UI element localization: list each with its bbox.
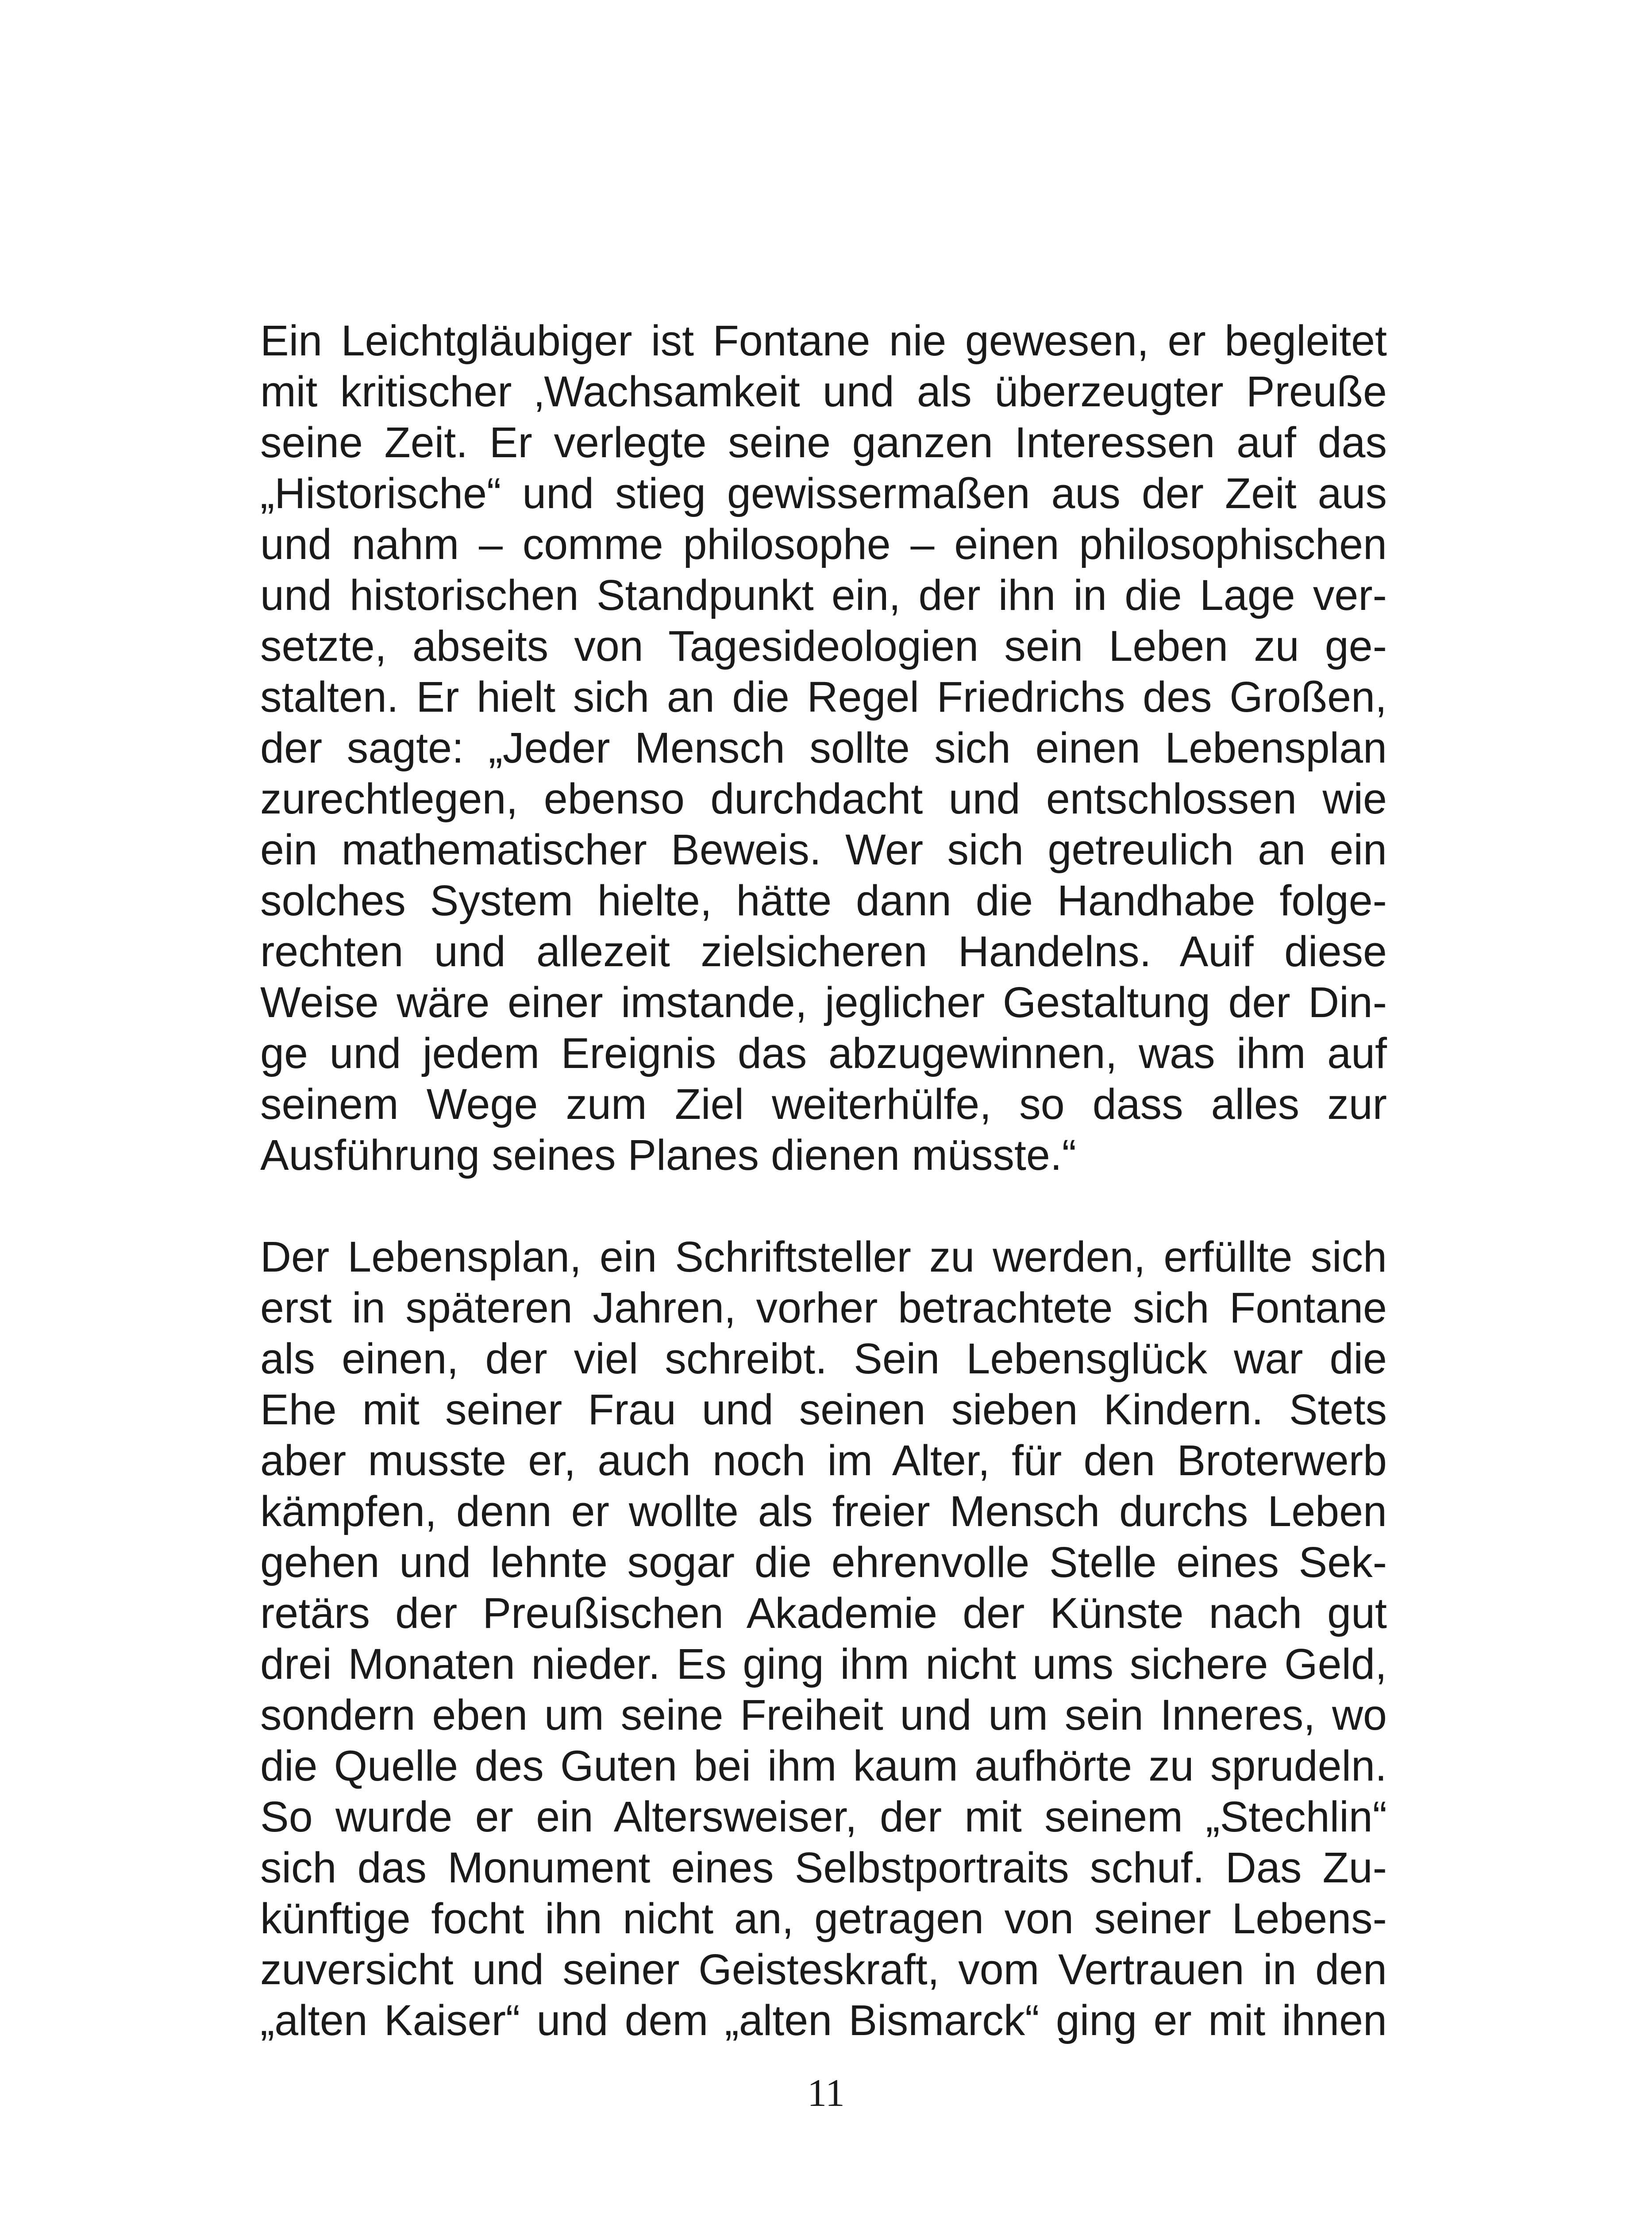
text-line: der sagte: „Jeder Mensch sollte sich einen Lebensplan [260, 724, 1387, 772]
text-line: drei Monaten nieder. Es ging ihm nicht ums sichere Geld, [260, 1640, 1387, 1688]
text-line: mit kritischer ‚Wachsamkeit und als überzeugter Preuße [260, 367, 1387, 416]
text-line: Ehe mit seiner Frau und seinen sieben Kindern. Stets [260, 1385, 1387, 1434]
text-line: solches System hielte, hätte dann die Handhabe folge- [260, 876, 1387, 925]
text-line: ge und jedem Ereignis das abzugewinnen, was ihm auf [260, 1029, 1387, 1077]
text-line: sich das Monument eines Selbstportraits schuf. Das Zu- [260, 1843, 1387, 1892]
text-line: Ein Leichtgläubiger ist Fontane nie gewesen, er begleitet [260, 316, 1387, 365]
paragraph [260, 1231, 1387, 2046]
text-line: rechten und allezeit zielsicheren Handelns. Auif diese [260, 927, 1387, 975]
text-line: stalten. Er hielt sich an die Regel Friedrichs des Großen, [260, 673, 1387, 721]
text-line: So wurde er ein Altersweiser, der mit seinem „Stechlin“ [260, 1793, 1387, 1841]
text-line: kämpfen, denn er wollte als freier Mensch durchs Leben [260, 1487, 1387, 1535]
text-line: Weise wäre einer imstande, jeglicher Gestaltung der Din- [260, 978, 1387, 1026]
text-line: Ausführung seines Planes dienen müsste.“ [260, 1131, 1077, 1179]
text-line: Der Lebensplan, ein Schriftsteller zu werden, erfüllte sich [260, 1233, 1387, 1281]
text-line: zuversicht und seiner Geisteskraft, vom Vertrauen in den [260, 1945, 1387, 1993]
text-line: sondern eben um seine Freiheit und um sein Inneres, wo [260, 1691, 1387, 1739]
text-line: und historischen Standpunkt ein, der ihn in die Lage ver- [260, 571, 1387, 619]
text-line: seine Zeit. Er verlegte seine ganzen Interessen auf das [260, 418, 1387, 467]
text-line: ein mathematischer Beweis. Wer sich getreulich an ein [260, 825, 1387, 874]
text-line: aber musste er, auch noch im Alter, für den Broterwerb [260, 1436, 1387, 1484]
paragraph-gap [260, 1180, 1387, 1231]
text-line: setzte, abseits von Tagesideologien sein Leben zu ge- [260, 622, 1387, 670]
text-line: die Quelle des Guten bei ihm kaum aufhörte zu sprudeln. [260, 1742, 1387, 1790]
text-line: „alten Kaiser“ und dem „alten Bismarck“ ging er mit ihnen [260, 1996, 1387, 2044]
text-line: und nahm – comme philosophe – einen philosophischen [260, 520, 1387, 568]
text-line: als einen, der viel schreibt. Sein Lebensglück war die [260, 1334, 1387, 1383]
text-line: „Historische“ und stieg gewissermaßen aus der Zeit aus [260, 469, 1387, 517]
paragraph [260, 315, 1387, 1180]
text-line: erst in späteren Jahren, vorher betrachtete sich Fontane [260, 1284, 1387, 1332]
text-line: gehen und lehnte sogar die ehrenvolle Stelle eines Sek- [260, 1538, 1387, 1586]
text-line: zurechtlegen, ebenso durchdacht und entschlossen wie [260, 775, 1387, 823]
page-number: 11 [807, 2072, 845, 2115]
text-line: seinem Wege zum Ziel weiterhülfe, so dass alles zur [260, 1080, 1387, 1128]
body-text [260, 315, 1387, 2046]
text-line: künftige focht ihn nicht an, getragen von seiner Lebens- [260, 1894, 1387, 1943]
text-line: retärs der Preußischen Akademie der Künste nach gut [260, 1589, 1387, 1637]
